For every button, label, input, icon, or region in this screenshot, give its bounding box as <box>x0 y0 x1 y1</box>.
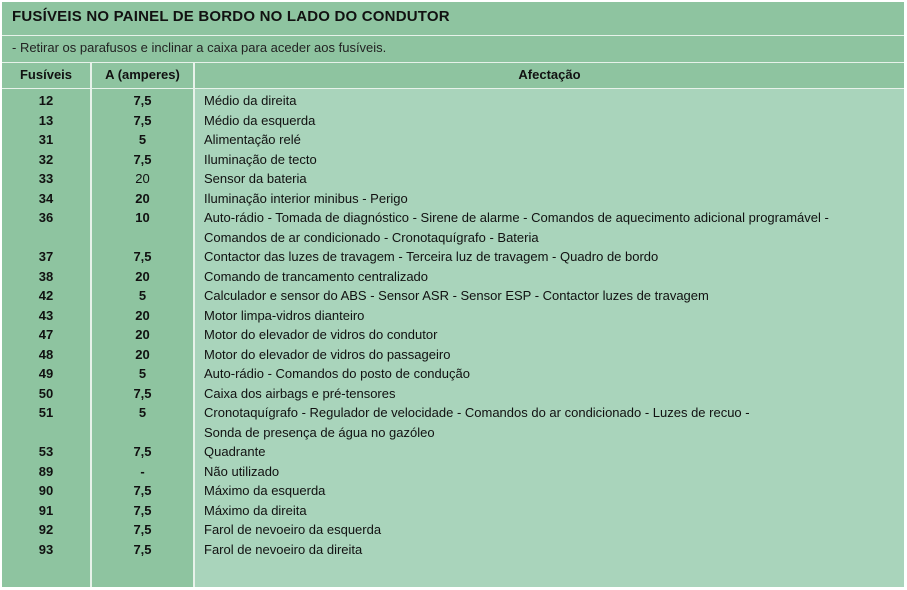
assignment-line: Não utilizado <box>204 463 280 479</box>
fuse-assignment <box>204 286 904 306</box>
fuse-number: 49 <box>38 366 54 381</box>
assignment-line: Médio da esquerda <box>204 112 316 128</box>
table-row <box>2 384 904 404</box>
fuse-number: 93 <box>38 541 54 557</box>
fuse-amperage: - <box>140 463 145 479</box>
assignment-line: Motor do elevador de vidros do condutor <box>204 327 438 342</box>
assignment-line: Máximo da direita <box>204 502 307 518</box>
table-row <box>2 403 904 442</box>
assignment-line: Quadrante <box>204 444 266 459</box>
table-row <box>2 91 904 111</box>
fuse-assignment <box>204 520 904 540</box>
assignment-line: Iluminação de tecto <box>204 151 317 167</box>
table-row <box>2 501 904 521</box>
fuse-assignment <box>204 169 904 189</box>
fuse-number: 47 <box>38 327 54 342</box>
assignment-line: Motor do elevador de vidros do passageiro <box>204 346 451 362</box>
column-header-amperes: A (amperes) <box>92 63 193 89</box>
fuse-amperage: 20 <box>135 190 150 206</box>
fuse-number: 50 <box>38 385 54 401</box>
fuse-table-panel <box>2 2 904 587</box>
fuse-assignment <box>204 384 904 404</box>
fuse-amperage: 5 <box>138 132 147 147</box>
fuse-assignment <box>204 208 904 247</box>
fuse-assignment <box>204 91 904 111</box>
fuse-amperage: 20 <box>135 307 150 323</box>
fuse-assignment <box>204 403 904 442</box>
table-row <box>2 462 904 482</box>
column-header-assignment: Afectação <box>195 63 904 89</box>
assignment-line: Médio da direita <box>204 93 297 108</box>
fuse-number: 53 <box>38 444 54 459</box>
table-row <box>2 247 904 267</box>
fuse-number: 91 <box>38 502 54 518</box>
fuse-number: 31 <box>38 132 54 147</box>
column-header-fuse: Fusíveis <box>2 63 90 89</box>
fuse-assignment <box>204 540 904 560</box>
fuse-assignment <box>204 442 904 462</box>
fuse-amperage: 7,5 <box>133 93 152 108</box>
instruction-text: - Retirar os parafusos e inclinar a caixa para aceder aos fusíveis. <box>12 40 387 55</box>
fuse-number: 48 <box>38 346 54 362</box>
fuse-assignment <box>204 325 904 345</box>
fuse-number: 42 <box>38 288 54 303</box>
fuse-number: 37 <box>38 249 54 264</box>
fuse-number: 38 <box>38 268 54 284</box>
fuse-amperage: 7,5 <box>133 483 152 498</box>
table-row <box>2 325 904 345</box>
assignment-line: Máximo da esquerda <box>204 483 326 498</box>
fuse-number: 12 <box>38 93 54 108</box>
header-divider <box>2 88 904 89</box>
assignment-line: Alimentação relé <box>204 132 301 147</box>
fuse-number: 43 <box>38 307 54 323</box>
assignment-line: Iluminação interior minibus - Perigo <box>204 190 408 206</box>
assignment-line: Motor limpa-vidros dianteiro <box>204 307 365 323</box>
assignment-line: Cronotaquígrafo - Regulador de velocidade - Comandos do ar condicionado - Luzes de recuo - <box>204 405 750 420</box>
assignment-line: Contactor das luzes de travagem - Terceira luz de travagem - Quadro de bordo <box>204 249 659 264</box>
assignment-line: Auto-rádio - Comandos do posto de condução <box>204 366 470 381</box>
fuse-assignment <box>204 501 904 521</box>
assignment-line: Sensor da bateria <box>204 171 307 186</box>
assignment-line: Calculador e sensor do ABS - Sensor ASR - Sensor ESP - Contactor luzes de travagem <box>204 288 709 303</box>
table-row <box>2 345 904 365</box>
assignment-line: Auto-rádio - Tomada de diagnóstico - Sirene de alarme - Comandos de aquecimento adicional programável - <box>204 210 829 225</box>
table-row <box>2 286 904 306</box>
table-row <box>2 540 904 560</box>
fuse-number: 32 <box>38 151 54 167</box>
fuse-amperage: 7,5 <box>133 151 152 167</box>
fuse-amperage: 10 <box>135 210 150 225</box>
assignment-line: Farol de nevoeiro da esquerda <box>204 522 382 537</box>
assignment-line: Comando de trancamento centralizado <box>204 268 429 284</box>
table-row <box>2 364 904 384</box>
table-row <box>2 208 904 247</box>
fuse-amperage: 5 <box>138 288 147 303</box>
table-row <box>2 111 904 131</box>
fuse-amperage: 7,5 <box>133 112 152 128</box>
table-row <box>2 189 904 209</box>
fuse-amperage: 7,5 <box>133 444 152 459</box>
table-row <box>2 169 904 189</box>
table-row <box>2 150 904 170</box>
assignment-line: Comandos de ar condicionado - Cronotaquígrafo - Bateria <box>204 229 539 245</box>
fuse-number: 92 <box>38 522 54 537</box>
fuse-amperage: 7,5 <box>133 522 152 537</box>
table-row <box>2 306 904 326</box>
fuse-amperage: 7,5 <box>133 541 152 557</box>
fuse-assignment <box>204 481 904 501</box>
fuse-amperage: 20 <box>135 346 150 362</box>
table-row <box>2 520 904 540</box>
fuse-assignment <box>204 345 904 365</box>
fuse-amperage: 5 <box>138 366 147 381</box>
fuse-number: 89 <box>38 463 54 479</box>
table-row <box>2 130 904 150</box>
fuse-amperage: 7,5 <box>133 502 152 518</box>
fuse-amperage: 7,5 <box>133 385 152 401</box>
assignment-line: Farol de nevoeiro da direita <box>204 541 363 557</box>
divider <box>2 35 904 36</box>
fuse-assignment <box>204 247 904 267</box>
fuse-amperage: 20 <box>135 327 150 342</box>
fuse-assignment <box>204 111 904 131</box>
fuse-number: 34 <box>38 190 54 206</box>
table-row <box>2 481 904 501</box>
table-row <box>2 267 904 287</box>
fuse-number: 33 <box>38 171 54 186</box>
fuse-table-body <box>2 91 904 559</box>
assignment-line: Caixa dos airbags e pré-tensores <box>204 385 396 401</box>
fuse-amperage: 5 <box>138 405 147 420</box>
fuse-assignment <box>204 130 904 150</box>
fuse-amperage: 20 <box>135 171 150 186</box>
fuse-number: 90 <box>38 483 54 498</box>
fuse-assignment <box>204 364 904 384</box>
fuse-number: 13 <box>38 112 54 128</box>
assignment-line: Sonda de presença de água no gazóleo <box>204 424 435 440</box>
fuse-amperage: 20 <box>135 268 150 284</box>
fuse-amperage: 7,5 <box>133 249 152 264</box>
table-row <box>2 442 904 462</box>
fuse-assignment <box>204 189 904 209</box>
fuse-number: 36 <box>38 210 54 225</box>
fuse-assignment <box>204 150 904 170</box>
fuse-number: 51 <box>38 405 54 420</box>
fuse-assignment <box>204 306 904 326</box>
page-title: FUSÍVEIS NO PAINEL DE BORDO NO LADO DO CONDUTOR <box>12 8 450 25</box>
fuse-assignment <box>204 267 904 287</box>
fuse-assignment <box>204 462 904 482</box>
